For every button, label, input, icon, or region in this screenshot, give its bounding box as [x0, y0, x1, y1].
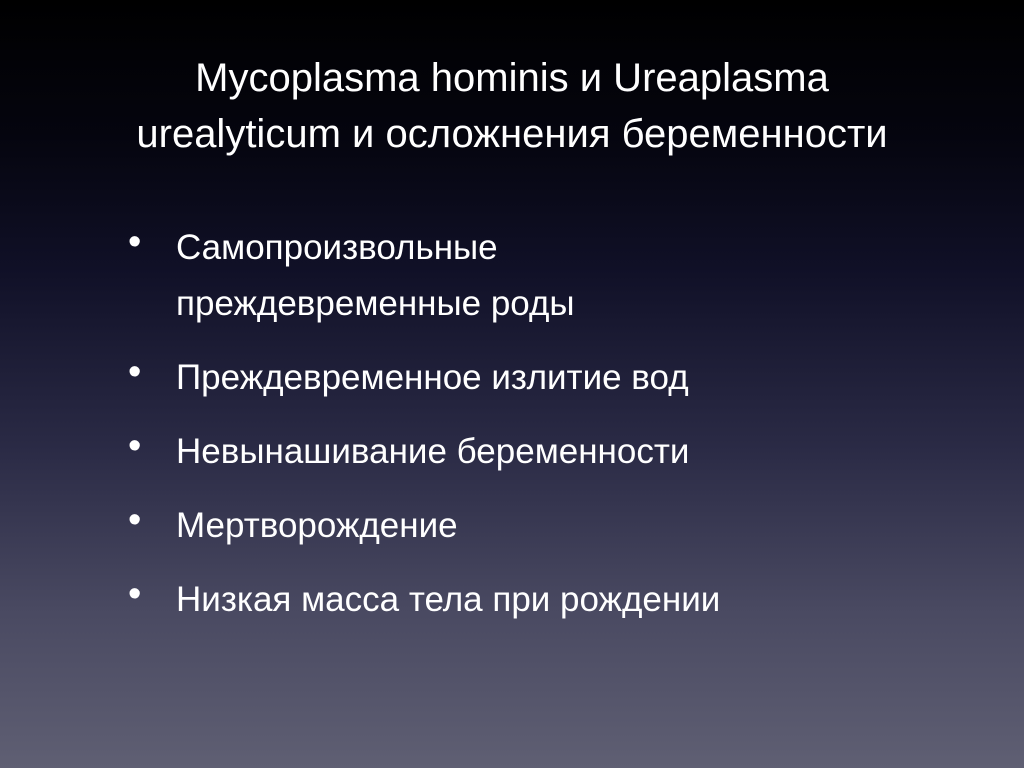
bullet-text: Низкая масса тела при рождении: [176, 580, 721, 619]
bullet-text: Преждевременное излитие вод: [176, 358, 689, 397]
bullet-dot-icon: •: [128, 221, 142, 263]
bullet-text: Мертворождение: [176, 506, 458, 545]
bullet-dot-icon: •: [128, 573, 142, 615]
bullet-dot-icon: •: [128, 499, 142, 541]
bullet-item: [128, 572, 988, 628]
bullet-dot-icon: •: [128, 351, 142, 393]
slide-title: Mycoplasma hominis и Ureaplasma urealyticum и осложнения беременности: [136, 56, 888, 156]
bullet-item: [128, 350, 988, 406]
bullet-dot-icon: •: [128, 425, 142, 467]
bullet-item: [128, 424, 988, 480]
bullet-item: [128, 220, 988, 332]
bullet-list: [128, 220, 988, 646]
bullet-item: [128, 498, 988, 554]
bullet-text: Самопроизвольные преждевременные роды: [176, 228, 575, 323]
bullet-text: Невынашивание беременности: [176, 432, 690, 471]
